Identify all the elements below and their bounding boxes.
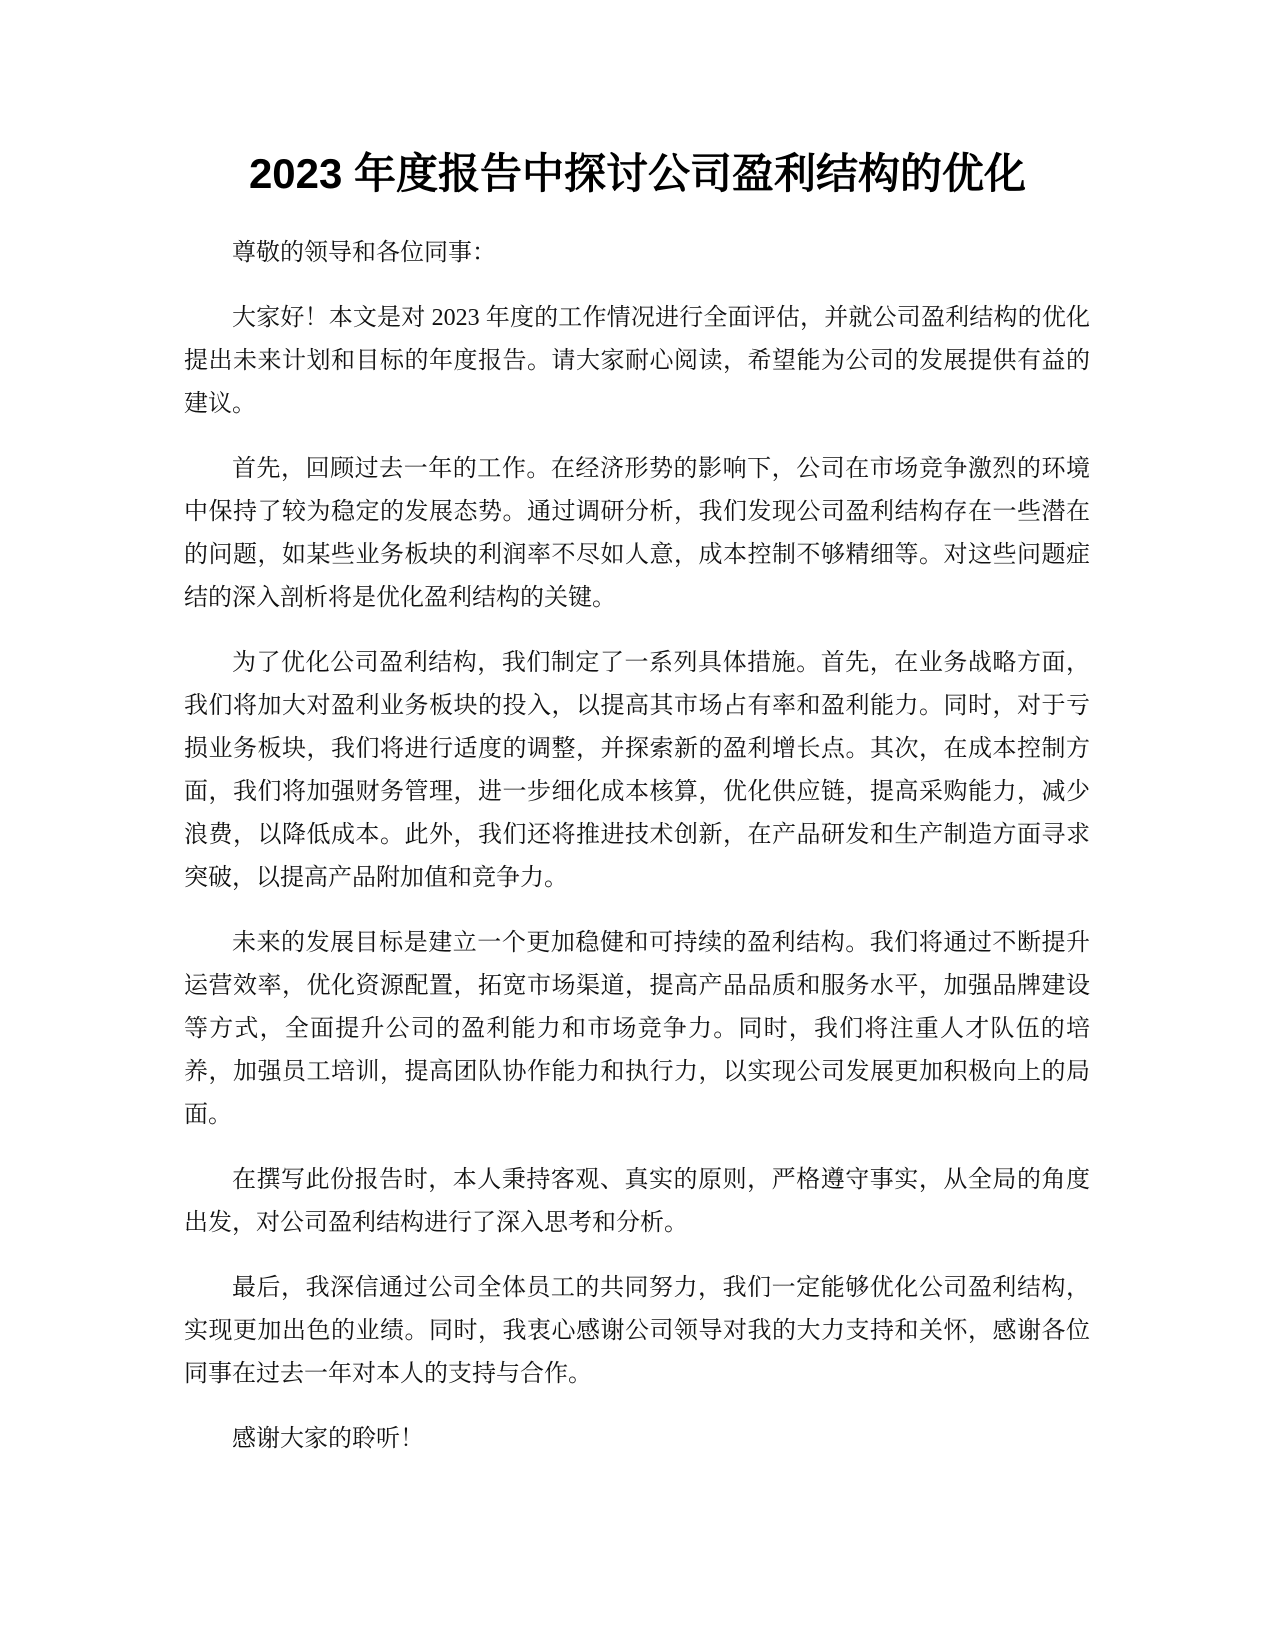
measures-paragraph: 为了优化公司盈利结构，我们制定了一系列具体措施。首先，在业务战略方面，我们将加大对盈利业务板块的投入，以提高其市场占有率和盈利能力。同时，对于亏损业务板块，我们将进行适度的调整，并探索新的盈利增长点。其次，在成本控制方面，我们将加强财务管理，进一步细化成本核算，优化供应链，提高采购能力，减少浪费，以降低成本。此外，我们还将推进技术创新，在产品研发和生产制造方面寻求突破，以提高产品附加值和竞争力。 [184, 650, 1090, 891]
salutation-paragraph: 尊敬的领导和各位同事： [232, 240, 496, 266]
review-paragraph: 首先，回顾过去一年的工作。在经济形势的影响下，公司在市场竞争激烈的环境中保持了较为稳定的发展态势。通过调研分析，我们发现公司盈利结构存在一些潜在的问题，如某些业务板块的利润率不尽如人意，成本控制不够精细等。对这些问题症结的深入剖析将是优化盈利结构的关键。 [184, 456, 1090, 611]
thanks-paragraph: 感谢大家的聆听！ [232, 1426, 424, 1452]
goals-paragraph: 未来的发展目标是建立一个更加稳健和可持续的盈利结构。我们将通过不断提升运营效率，优化资源配置，拓宽市场渠道，提高产品品质和服务水平，加强品牌建设等方式，全面提升公司的盈利能力和市场竞争力。同时，我们将注重人才队伍的培养，加强员工培训，提高团队协作能力和执行力，以实现公司发展更加积极向上的局面。 [184, 930, 1090, 1128]
closing-paragraph: 最后，我深信通过公司全体员工的共同努力，我们一定能够优化公司盈利结构，实现更加出色的业绩。同时，我衷心感谢公司领导对我的大力支持和关怀，感谢各位同事在过去一年对本人的支持与合作。 [184, 1275, 1090, 1387]
principles-paragraph: 在撰写此份报告时，本人秉持客观、真实的原则，严格遵守事实，从全局的角度出发，对公司盈利结构进行了深入思考和分析。 [184, 1167, 1090, 1236]
document-title: 2023 年度报告中探讨公司盈利结构的优化 [248, 150, 1027, 197]
greeting-paragraph: 大家好！本文是对 2023 年度的工作情况进行全面评估，并就公司盈利结构的优化提出未来计划和目标的年度报告。请大家耐心阅读，希望能为公司的发展提供有益的建议。 [184, 305, 1090, 417]
document-body [184, 232, 1090, 1483]
